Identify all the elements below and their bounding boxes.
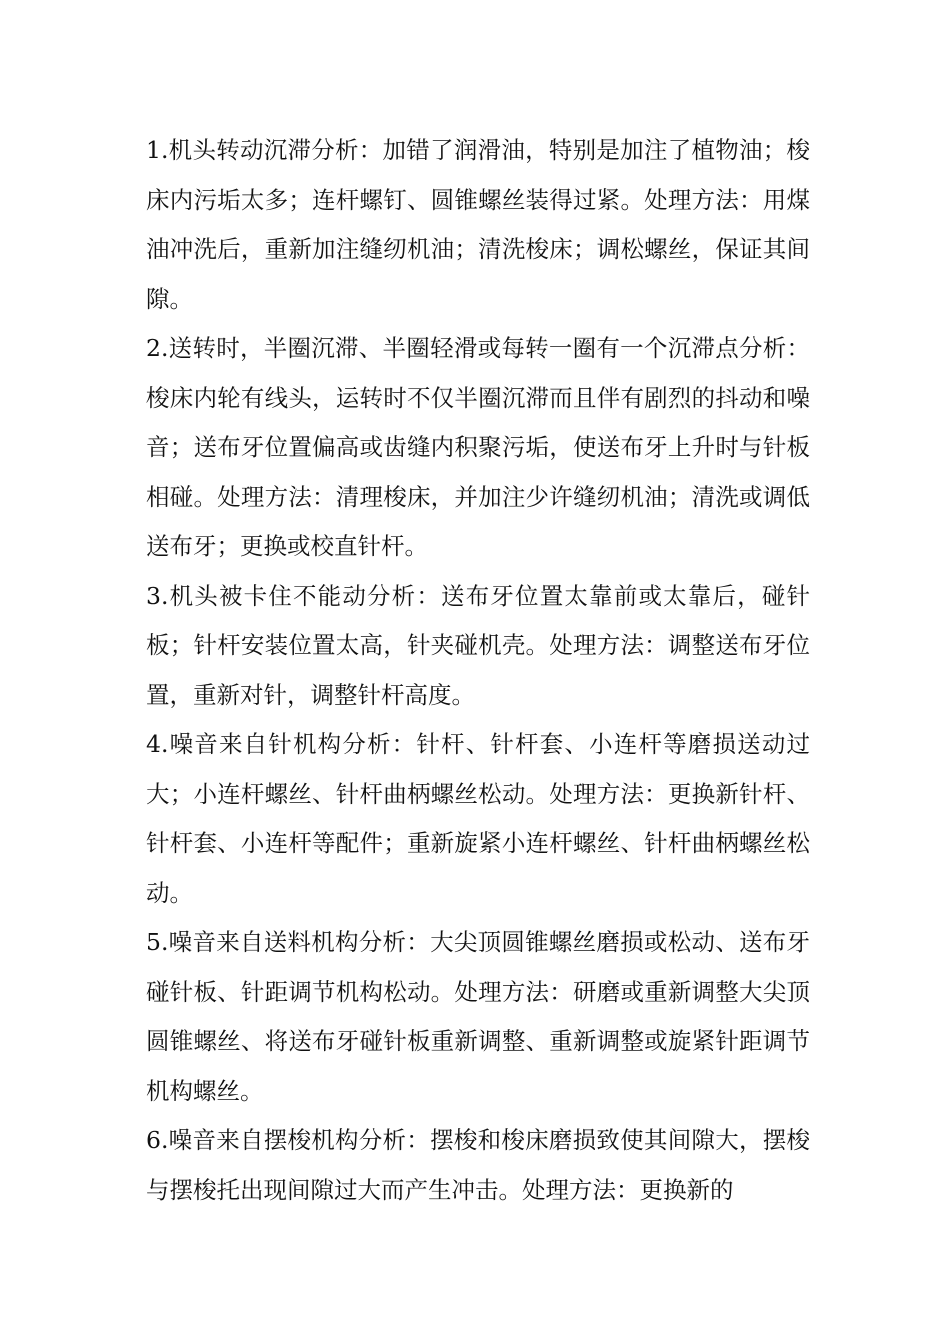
document-body — [146, 126, 810, 1215]
paragraph-4: 4.噪音来自针机构分析：针杆、针杆套、小连杆等磨损送动过大；小连杆螺丝、针杆曲柄螺丝松动。处理方法：更换新针杆、针杆套、小连杆等配件；重新旋紧小连杆螺丝、针杆曲柄螺丝松动。 — [146, 730, 810, 907]
paragraph-1: 1.机头转动沉滞分析：加错了润滑油，特别是加注了植物油；梭床内污垢太多；连杆螺钉、圆锥螺丝装得过紧。处理方法：用煤油冲洗后，重新加注缝纫机油；清洗梭床；调松螺丝，保证其间隙。 — [146, 136, 810, 313]
paragraph-2: 2.送转时，半圈沉滞、半圈轻滑或每转一圈有一个沉滞点分析：梭床内轮有线头，运转时不仅半圈沉滞而且伴有剧烈的抖动和噪音；送布牙位置偏高或齿缝内积聚污垢，使送布牙上升时与针板相碰。处理方法：清理梭床，并加注少许缝纫机油；清洗或调低送布牙；更换或校直针杆。 — [146, 334, 810, 560]
paragraph-3: 3.机头被卡住不能动分析：送布牙位置太靠前或太靠后，碰针板；针杆安装位置太高，针夹碰机壳。处理方法：调整送布牙位置，重新对针，调整针杆高度。 — [146, 581, 810, 709]
paragraph-5: 5.噪音来自送料机构分析：大尖顶圆锥螺丝磨损或松动、送布牙碰针板、针距调节机构松动。处理方法：研磨或重新调整大尖顶圆锥螺丝、将送布牙碰针板重新调整、重新调整或旋紧针距调节机构螺丝。 — [146, 928, 810, 1105]
paragraph-6: 6.噪音来自摆梭机构分析：摆梭和梭床磨损致使其间隙大，摆梭与摆梭托出现间隙过大而产生冲击。处理方法：更换新的 — [146, 1126, 810, 1204]
